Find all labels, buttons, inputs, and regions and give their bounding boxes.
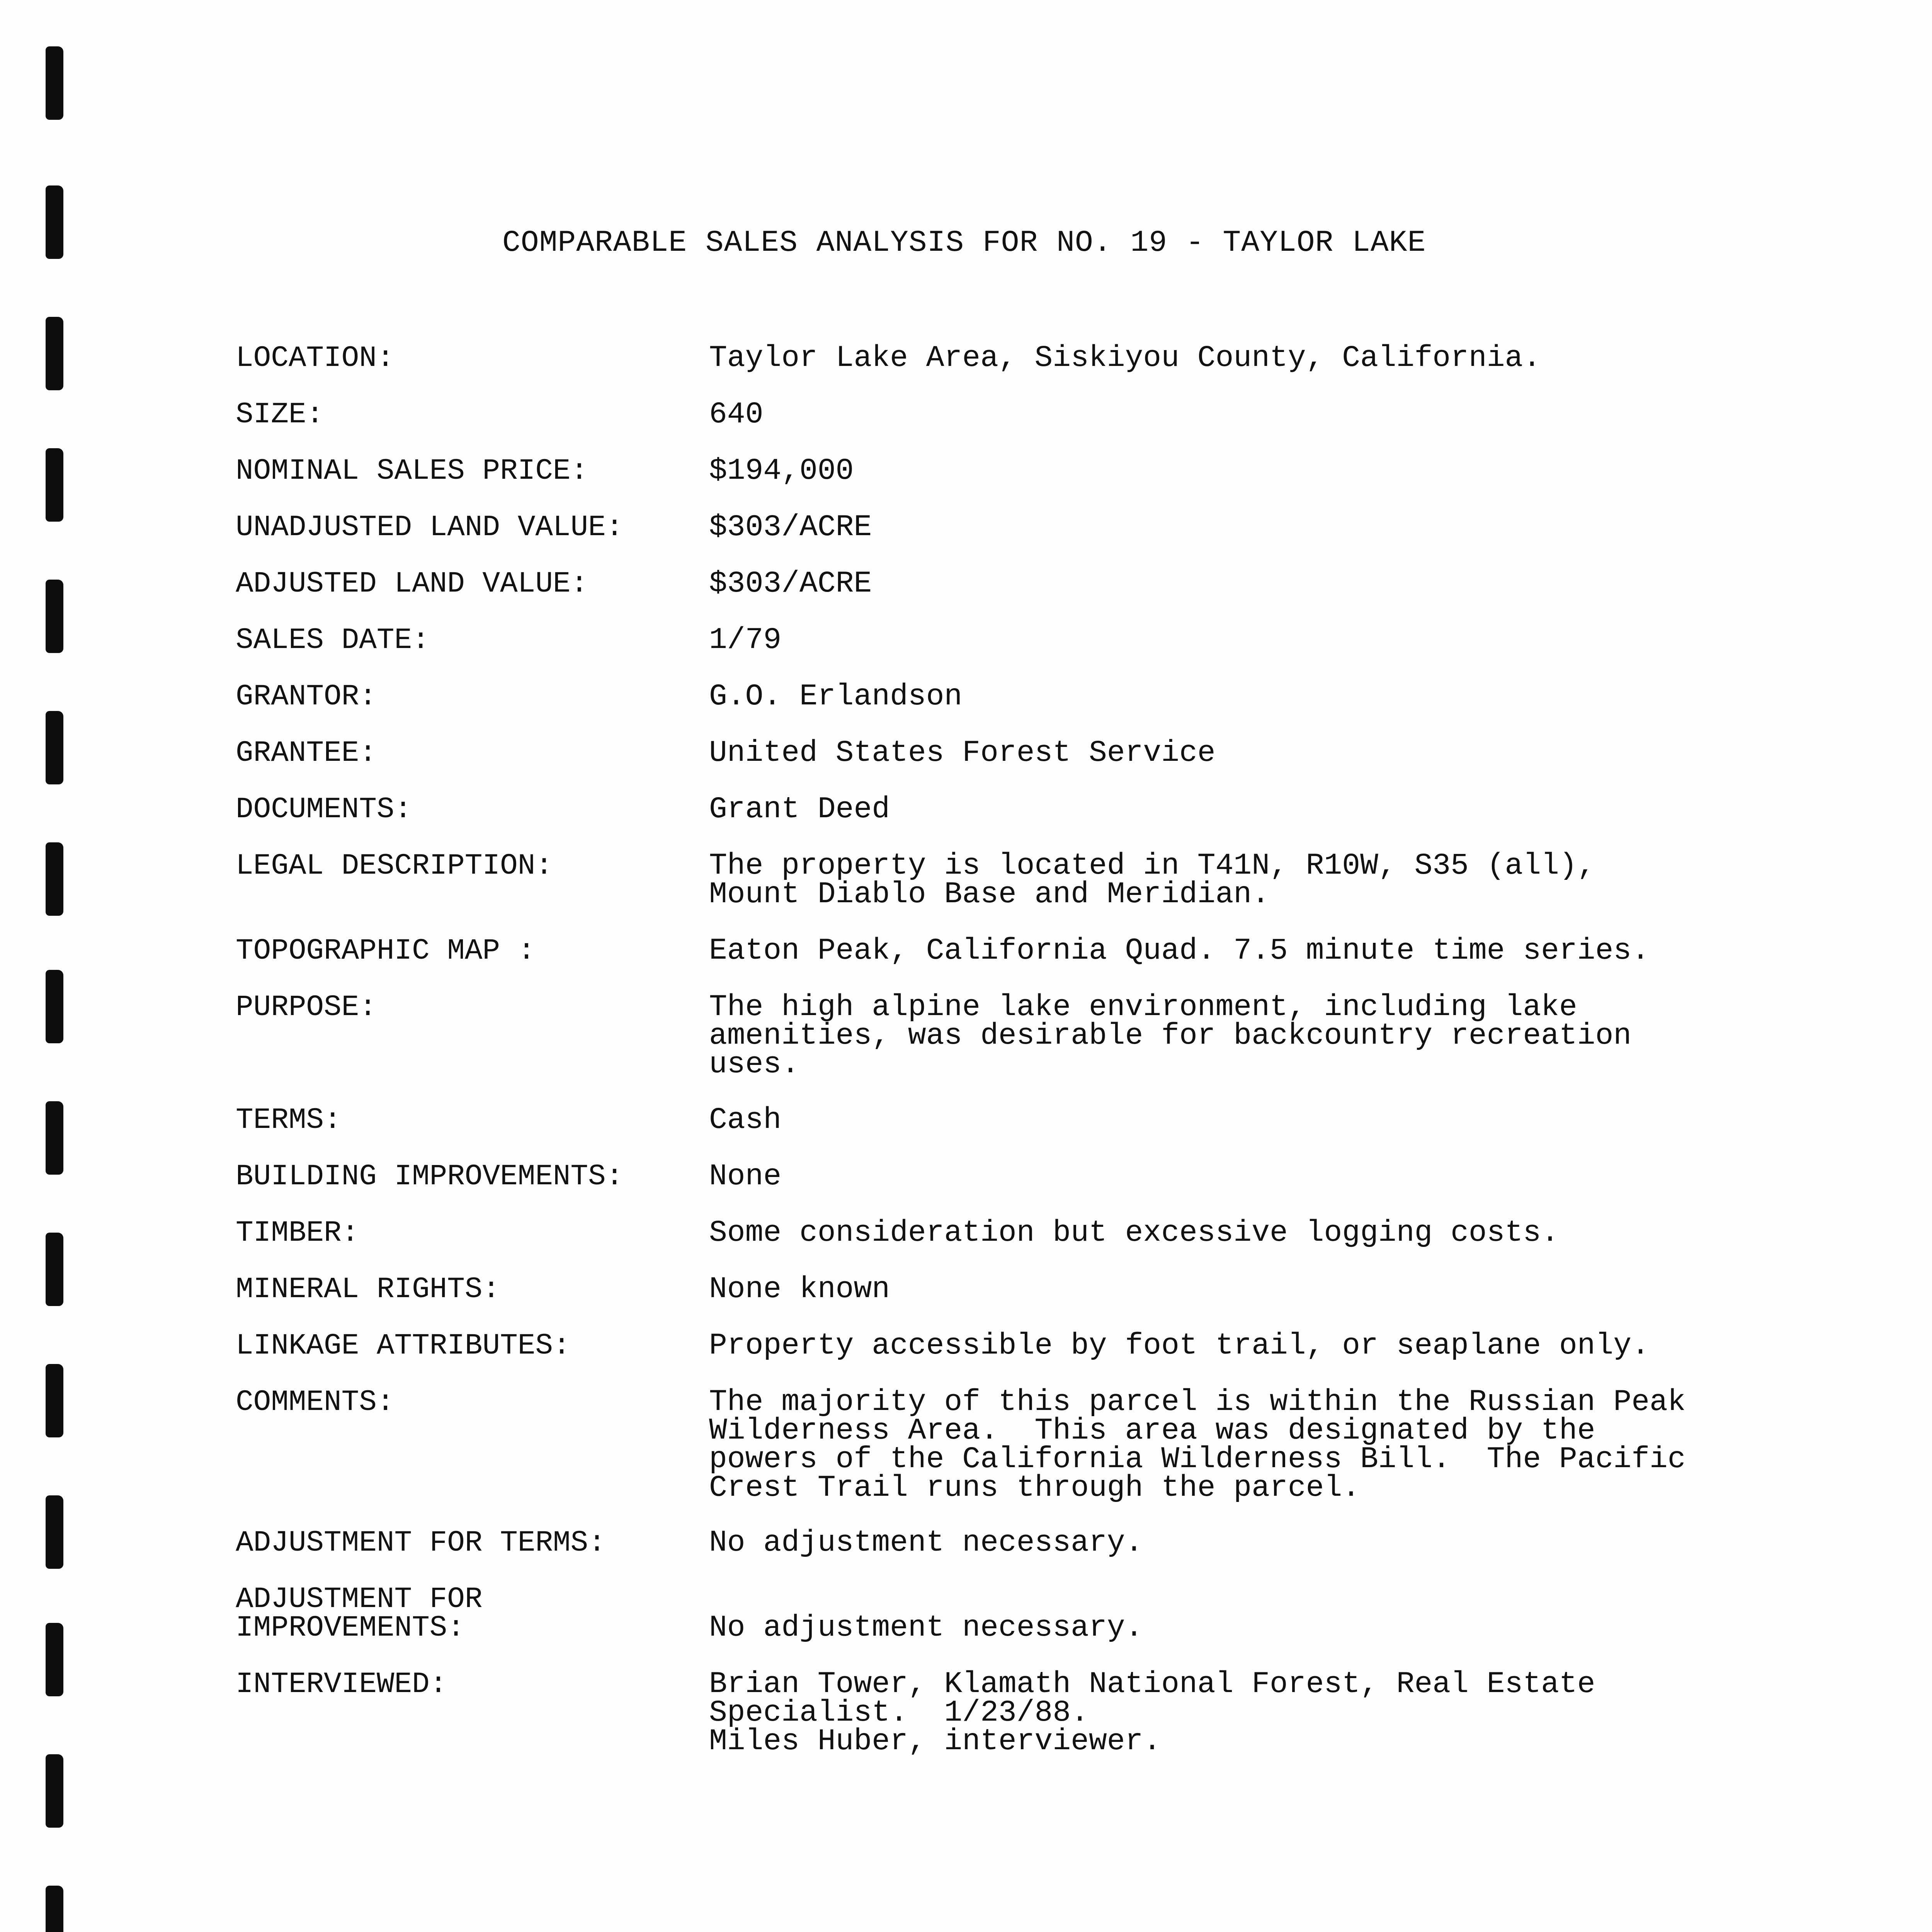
field-label: TERMS: [236, 1104, 342, 1137]
field-label: LEGAL DESCRIPTION: [236, 849, 553, 883]
field-label: ADJUSTMENT FOR IMPROVEMENTS: [236, 1583, 483, 1645]
field-value: Property accessible by foot trail, or seaplane only. [709, 1329, 1650, 1363]
field-label: INTERVIEWED: [236, 1668, 447, 1701]
field-value: $303/ACRE [709, 567, 872, 601]
field-label: SIZE: [236, 398, 324, 431]
page-title: COMPARABLE SALES ANALYSIS FOR NO. 19 - TAYLOR LAKE [502, 226, 1426, 260]
field-value: None [709, 1160, 782, 1194]
field-value: G.O. Erlandson [709, 680, 963, 714]
field-label: PURPOSE: [236, 991, 377, 1024]
field-value: No adjustment necessary. [709, 1611, 1143, 1645]
field-value: The property is located in T41N, R10W, S35 (all), Mount Diablo Base and Meridian. [709, 849, 1595, 912]
binding-hole [46, 448, 63, 522]
binding-hole [46, 1623, 63, 1696]
binding-hole [46, 1495, 63, 1569]
binding-hole [46, 1101, 63, 1175]
binding-hole [46, 1754, 63, 1828]
binding-hole [46, 842, 63, 916]
binding-hole [46, 185, 63, 259]
field-label: LOCATION: [236, 342, 395, 375]
field-value: Grant Deed [709, 793, 890, 827]
field-value: None known [709, 1272, 890, 1306]
field-label: GRANTEE: [236, 736, 377, 770]
field-value: Eaton Peak, California Quad. 7.5 minute time series. [709, 934, 1650, 968]
binding-hole [46, 46, 63, 120]
field-value: Some consideration but excessive logging costs. [709, 1216, 1559, 1250]
field-label: COMMENTS: [236, 1386, 395, 1419]
field-value: Cash [709, 1103, 782, 1137]
field-label: DOCUMENTS: [236, 793, 412, 826]
binding-hole [46, 970, 63, 1043]
field-value: 1/79 [709, 623, 782, 657]
field-label: NOMINAL SALES PRICE: [236, 454, 588, 488]
field-label: BUILDING IMPROVEMENTS: [236, 1160, 624, 1193]
field-label: MINERAL RIGHTS: [236, 1273, 500, 1306]
field-label: LINKAGE ATTRIBUTES: [236, 1329, 571, 1362]
field-value: Taylor Lake Area, Siskiyou County, California. [709, 341, 1541, 375]
field-value: The majority of this parcel is within the Russian Peak Wilderness Area. This area was designated by the powers of the California Wilderness Bill. The Pacific Crest Trail runs through the parcel. [709, 1385, 1686, 1505]
field-value: $303/ACRE [709, 510, 872, 544]
field-value: 640 [709, 398, 764, 432]
field-label: TIMBER: [236, 1216, 359, 1250]
binding-hole [46, 1233, 63, 1306]
field-label: ADJUSTMENT FOR TERMS: [236, 1526, 606, 1560]
binding-hole [46, 317, 63, 390]
field-value: $194,000 [709, 454, 854, 488]
binding-hole [46, 580, 63, 653]
field-label: UNADJUSTED LAND VALUE: [236, 511, 624, 544]
binding-hole [46, 711, 63, 784]
field-value: The high alpine lake environment, including lake amenities, was desirable for backcountry recreation uses. [709, 990, 1632, 1082]
binding-hole [46, 1886, 63, 1932]
field-label: GRANTOR: [236, 680, 377, 713]
field-value: United States Forest Service [709, 736, 1216, 770]
field-label: SALES DATE: [236, 624, 430, 657]
field-value: Brian Tower, Klamath National Forest, Real Estate Specialist. 1/23/88. Miles Huber, interviewer. [709, 1667, 1595, 1759]
field-value: No adjustment necessary. [709, 1526, 1143, 1560]
field-label: TOPOGRAPHIC MAP : [236, 934, 536, 968]
field-label: ADJUSTED LAND VALUE: [236, 567, 588, 600]
binding-hole [46, 1364, 63, 1437]
